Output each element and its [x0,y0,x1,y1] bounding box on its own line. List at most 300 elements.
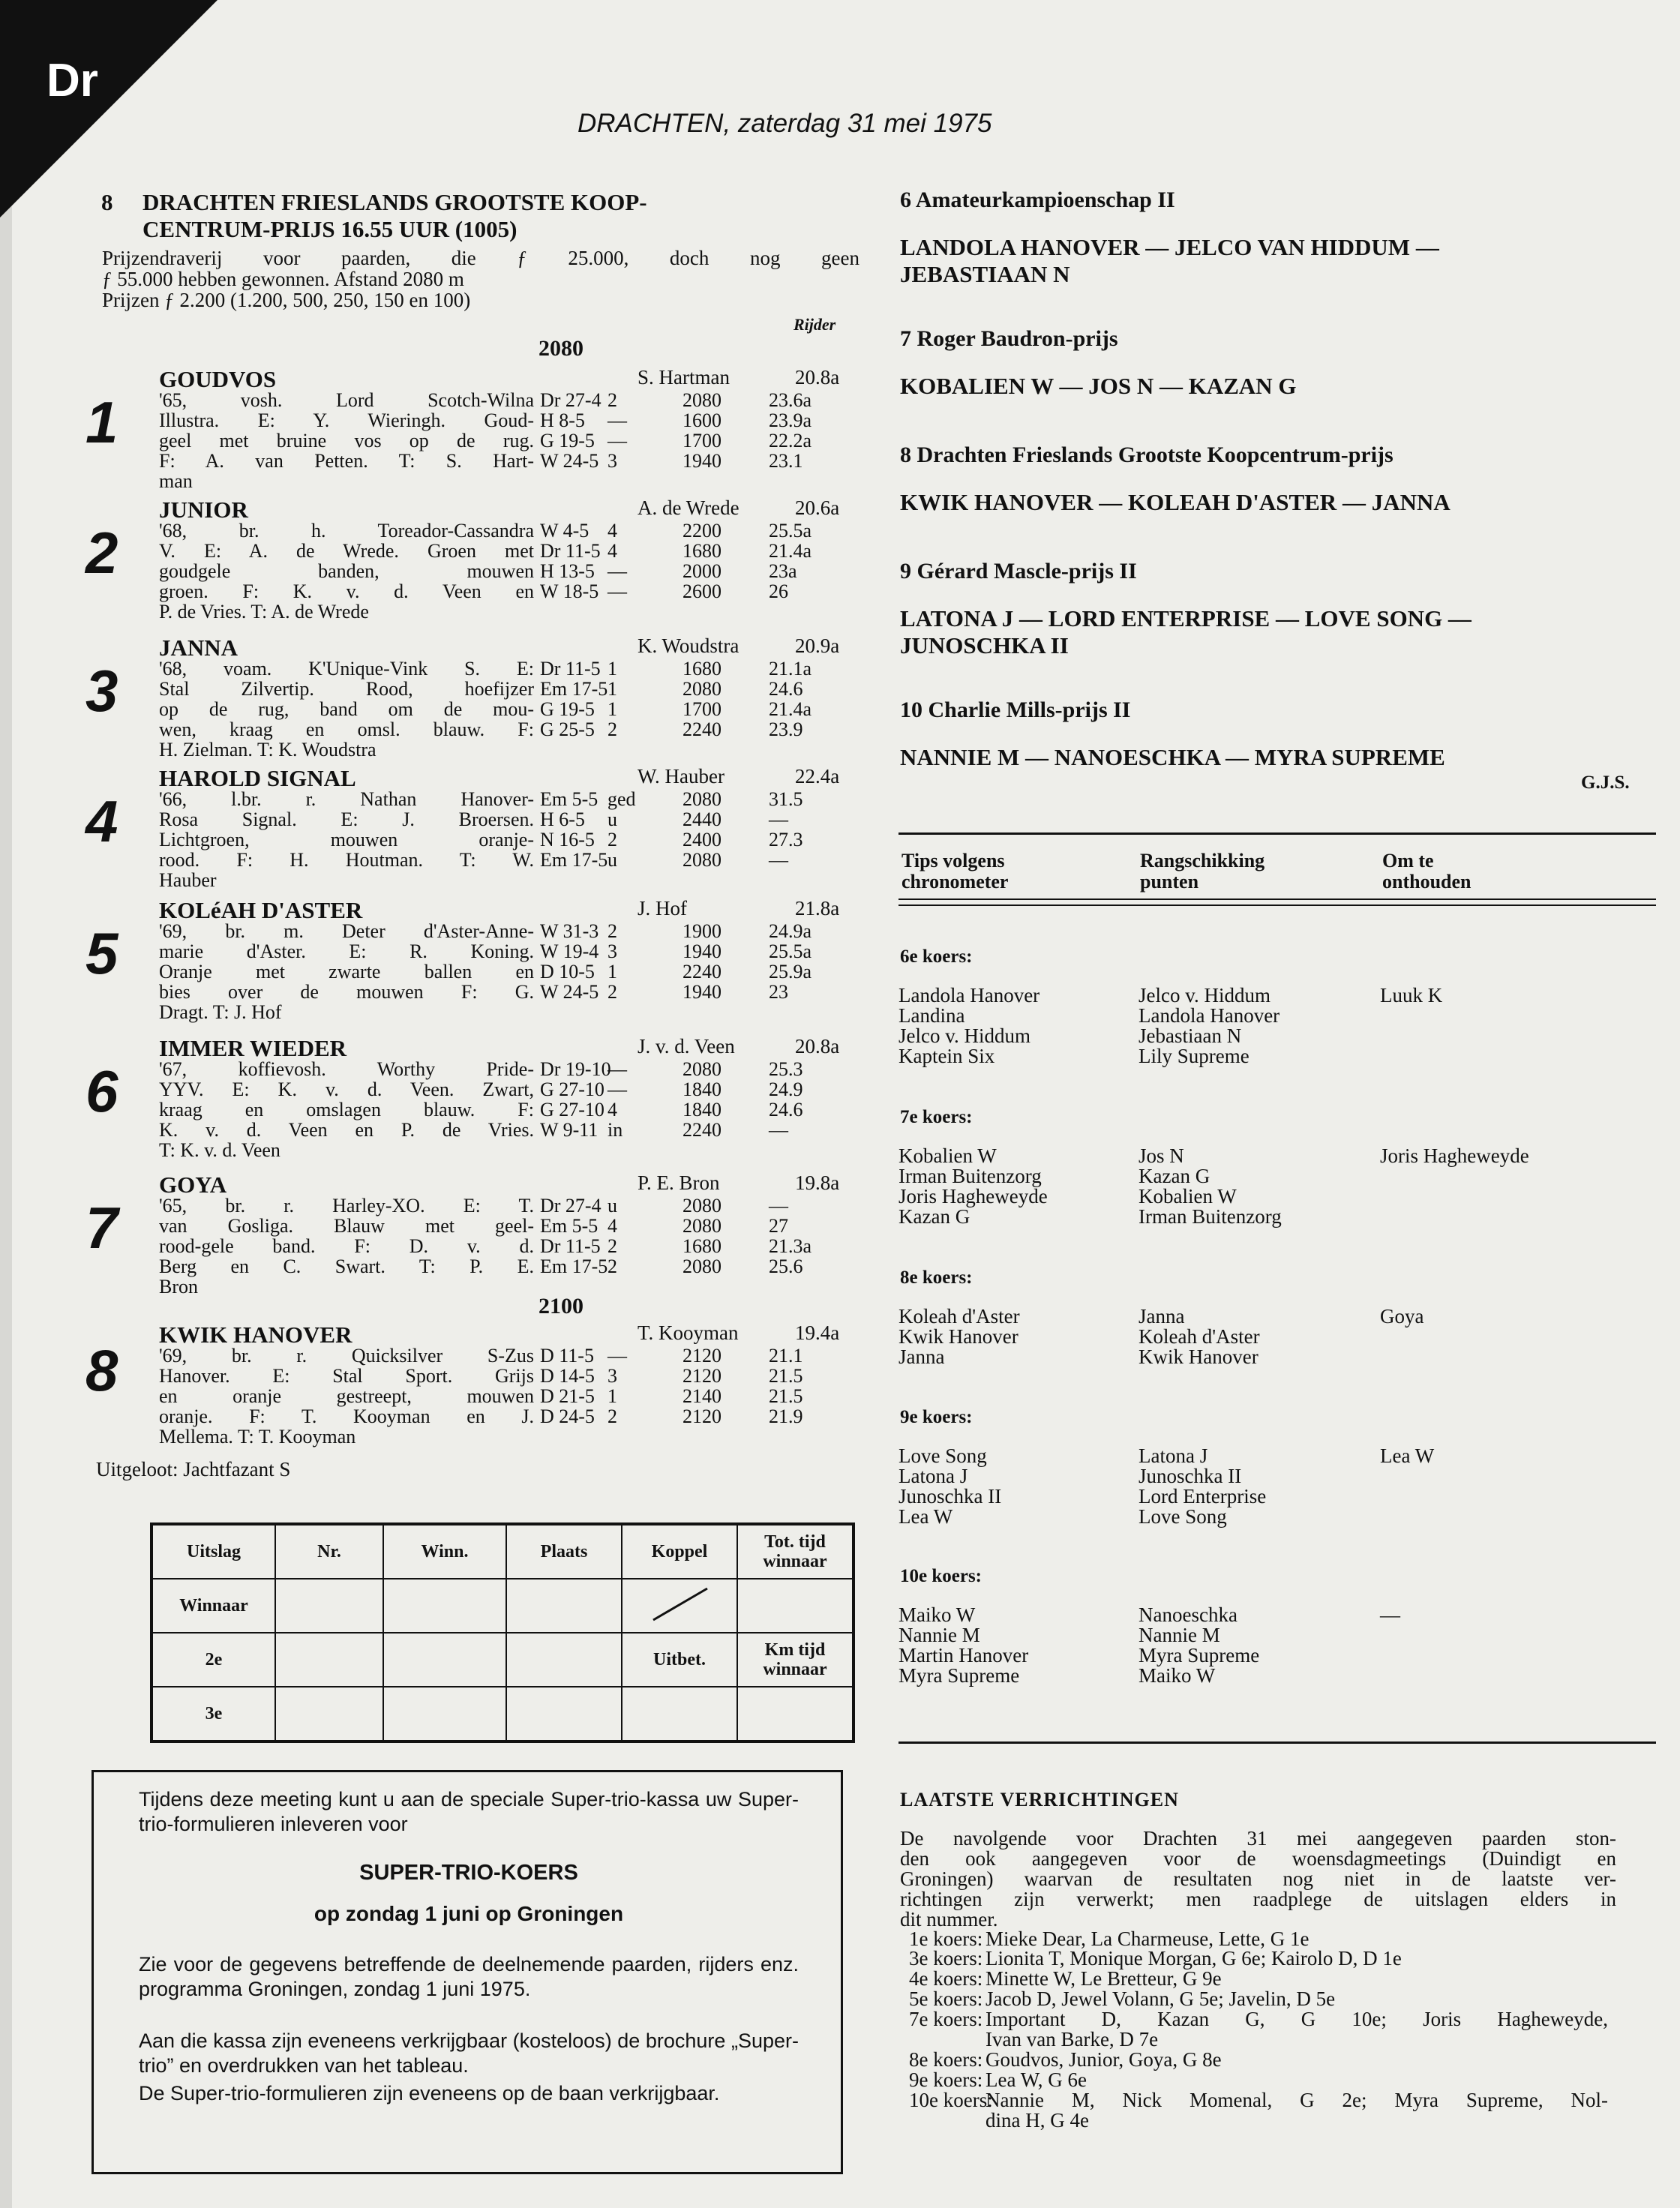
form-cell: 4 [608,540,617,562]
horse-description-line: K. v. d. Veen en P. de Vries. [159,1119,534,1141]
tips-horse: Nanoeschka [1138,1604,1238,1626]
form-cell: 23.6a [769,389,812,411]
form-cell: G 27-10 [540,1099,604,1120]
rider-name: S. Hartman [638,366,730,388]
horse-description-line: H. Zielman. T: K. Woudstra [159,739,376,760]
horse-description [159,1196,534,1297]
laatste-horses-line: Lionita T, Monique Morgan, G 6e; Kairolo D, D 1e [986,1947,1402,1970]
race-conditions-line1: Prijzendraverij voor paarden, die ƒ 25.000, doch nog geen [102,247,860,269]
tips-horse: Lily Supreme [1138,1045,1250,1067]
form-cell: 27 [769,1215,788,1237]
form-row [540,520,840,541]
plaats-header: Plaats [506,1524,622,1579]
form-cell: 2240 [682,718,722,740]
horse-entry [86,634,870,762]
horse-rider [638,897,840,920]
form-cell: Em 17-5 [540,849,608,871]
rider-name: W. Hauber [638,765,724,788]
form-cell: 2 [608,920,617,942]
horse-number: 5 [86,920,118,986]
tips-horse: Love Song [1138,1505,1227,1528]
laatste-entry [909,2090,1622,2131]
form-cell: 21.1 [769,1345,803,1366]
rider-rating: 20.9a [795,634,840,657]
form-cell: 21.1a [769,658,812,680]
tips-horse: Irman Buitenzorg [1138,1205,1282,1228]
tips-horse: Kazan G [898,1205,970,1228]
result-line: NANNIE M — NANOESCHKA — MYRA SUPREME [900,744,1445,770]
form-row [540,658,840,679]
date-line: DRACHTEN, zaterdag 31 mei 1975 [578,109,992,138]
tips-horse: Martin Hanover [898,1644,1029,1666]
form-row [540,390,840,410]
tips-horse: Nannie M [898,1624,980,1646]
form-row [540,699,840,719]
laatste-horses [986,2050,1608,2070]
horse-name: GOYA [159,1172,227,1198]
form-cell: G 19-5 [540,698,595,720]
form-cell: 4 [608,1215,617,1237]
form-cell: 3 [608,940,617,962]
winnaar-plaats-cell[interactable] [506,1579,622,1633]
form-cell: 4 [608,1099,617,1120]
form-cell: 2080 [682,1215,722,1237]
form-row [540,941,840,962]
laatste-race: 1e koers: [909,1928,983,1950]
laatste-horses [986,2009,1608,2050]
signature: G.J.S. [1581,772,1630,793]
form-cell: 1940 [682,981,722,1003]
horse-description-line: geel met bruine vos op de rug. [159,430,534,452]
form-cell: 2 [608,389,617,411]
laatste-horses-line: Nannie M, Nick Momenal, G 2e; Myra Supreme, Nol- [986,2089,1608,2111]
form-cell: H 8-5 [540,410,585,431]
form-cell: 1840 [682,1099,722,1120]
horse-name: IMMER WIEDER [159,1035,347,1061]
rider-name: A. de Wrede [638,496,740,519]
form-cell: 2440 [682,808,722,830]
rider-name: J. v. d. Veen [638,1035,735,1058]
rider-rating: 20.6a [795,496,840,519]
supertrio-title: SUPER-TRIO-KOERS [359,1861,578,1885]
form-cell: 2 [608,1406,617,1427]
horse-number: 6 [86,1058,118,1124]
horse-form [540,789,840,870]
form-cell: 1940 [682,940,722,962]
horse-description-line: Bron [159,1276,198,1298]
horse-description-line: '68, voam. K'Unique-Vink S. E: [159,658,534,680]
tips-horse: Love Song [898,1444,987,1467]
form-cell: 21.9 [769,1406,803,1427]
laatste-intro-line: dit nummer. [900,1908,998,1930]
form-row [540,830,840,850]
distance-2100: 2100 [538,1294,584,1318]
form-cell: 2140 [682,1385,722,1407]
form-cell: 26 [769,580,788,602]
horse-description-line: F: A. van Petten. T: S. Hart- [159,450,534,472]
rider-rating: 20.8a [795,366,840,388]
laatste-horses-line: Ivan van Barke, D 7e [986,2028,1159,2050]
form-cell: 21.5 [769,1385,803,1407]
form-cell: N 16-5 [540,829,595,850]
form-cell: Em 5-5 [540,788,598,810]
second-nr-cell[interactable] [275,1633,383,1687]
form-cell: 2 [608,829,617,850]
tips-horse: Nannie M [1138,1624,1220,1646]
rider-rating: 21.8a [795,897,840,920]
horse-number: 7 [86,1195,118,1261]
laatste-race: 3e koers: [909,1947,983,1970]
result-race-title: 8 Drachten Frieslands Grootste Koopcentrum-prijs [900,442,1394,467]
horse-description-line: marie d'Aster. E: R. Koning. [159,940,534,962]
laatste-entry [909,1969,1622,1989]
horse-rider [638,366,840,389]
laatste-entry [909,2009,1622,2050]
form-row [540,982,840,1002]
tips-horse: Myra Supreme [898,1664,1020,1687]
horse-description [159,658,534,760]
form-row [540,1059,840,1079]
laatste-race: 9e koers: [909,2068,983,2091]
tips-horse: Latona J [898,1465,968,1487]
laatste-race: 8e koers: [909,2048,983,2071]
horse-description-line: '67, koffievosh. Worthy Pride- [159,1058,534,1080]
tips-horse: Jelco v. Hiddum [898,1024,1030,1047]
uitbet-label: Uitbet. [622,1633,737,1687]
form-cell: 1600 [682,410,722,431]
tips-horse: Jelco v. Hiddum [1138,984,1270,1006]
horse-form [540,1059,840,1140]
tips-horse: Latona J [1138,1444,1208,1467]
laatste-horses-line: Important D, Kazan G, G 10e; Joris Hagheweyde, [986,2008,1608,2030]
laatste-intro [900,1828,1616,1930]
horse-description-line: '68, br. h. Toreador-Cassandra [159,520,534,542]
winnaar-nr-cell[interactable] [275,1579,383,1633]
horse-description-line: YYV. E: K. v. d. Veen. Zwart, [159,1078,534,1100]
laatste-intro-line: Groningen) waarvan de resultaten nog niet in de laatste ver- [900,1868,1616,1890]
tips-horse: Lea W [898,1505,953,1528]
form-cell: — [769,808,788,830]
horse-form [540,658,840,740]
form-cell: — [769,849,788,871]
tips-horse: Maiko W [1138,1664,1216,1687]
form-cell: 21.5 [769,1365,803,1387]
form-row [540,921,840,941]
horse-description-line: wen, kraag en omsl. blauw. F: [159,718,534,740]
winnaar-label: Winnaar [152,1579,275,1633]
laatste-horses [986,2070,1608,2090]
form-row [540,850,840,870]
horse-description-line: man [159,470,193,492]
tips-col2-header [1140,850,1264,892]
supertrio-intro: Tijdens deze meeting kunt u aan de speciale Super-trio-kassa uw Super-trio-formulieren inleveren voor [139,1788,799,1835]
horse-description-line: '69, br. m. Deter d'Aster-Anne- [159,920,534,942]
horse-description-line: Mellema. T: T. Kooyman [159,1426,356,1448]
horse-description-line: Stal Zilvertip. Rood, hoefijzer [159,678,534,700]
horse-name: JUNIOR [159,496,248,523]
form-cell: Dr 27-4 [540,389,602,411]
laatste-entry [909,2050,1622,2070]
tot-tijd-header: Tot. tijd winnaar [737,1524,854,1579]
distance-2080: 2080 [538,336,584,361]
form-cell: 23.9 [769,718,803,740]
horse-name: GOUDVOS [159,366,277,392]
form-row [540,1236,840,1256]
horse-number: 1 [86,389,118,455]
form-cell: 2 [608,718,617,740]
form-cell: Em 5-5 [540,1215,598,1237]
form-cell: — [608,580,627,602]
form-cell: W 24-5 [540,450,599,472]
form-row [540,430,840,451]
third-winn-cell[interactable] [383,1687,506,1742]
form-cell: u [608,849,617,871]
corner-label: Dr [46,55,98,106]
form-cell: G 27-10 [540,1078,604,1100]
form-cell: 2080 [682,678,722,700]
second-plaats-cell[interactable] [506,1633,622,1687]
supertrio-subtitle: op zondag 1 juni op Groningen [314,1902,624,1925]
horse-description-line: Hauber [159,869,217,891]
horse-entry [86,366,870,494]
form-cell: — [608,430,627,452]
tips-col1-l2: chronometer [902,871,1009,892]
form-cell: 2 [608,1235,617,1257]
race-conditions-line2: ƒ 55.000 hebben gewonnen. Afstand 2080 m [102,268,464,290]
result-line: LATONA J — LORD ENTERPRISE — LOVE SONG — [900,605,1472,632]
tot-tijd-cell[interactable] [737,1579,854,1633]
form-row [540,1120,840,1140]
form-cell: ged [608,788,636,810]
result-line: JEBASTIAAN N [900,261,1070,287]
form-cell: — [769,1119,788,1141]
horse-form [540,1196,840,1276]
horse-entry [86,1322,870,1449]
form-cell: u [608,1195,617,1216]
horse-description [159,520,534,622]
form-row [540,1256,840,1276]
laatste-horses-line: Mieke Dear, La Charmeuse, Lette, G 1e [986,1928,1310,1950]
horse-description-line: kraag en omslagen blauw. F: [159,1099,534,1120]
tips-race-label: 6e koers: [900,946,973,967]
form-cell: 24.6 [769,678,803,700]
horse-description-line: Illustra. E: Y. Wieringh. Goud- [159,410,534,431]
race-prizes: Prijzen ƒ 2.200 (1.200, 500, 250, 150 en 100) [102,289,471,311]
form-row [540,789,840,809]
tips-horse: Kobalien W [1138,1185,1237,1208]
form-cell: 1840 [682,1078,722,1100]
form-cell: — [608,560,627,582]
form-row [540,1406,840,1426]
form-cell: 2080 [682,1195,722,1216]
form-cell: 1 [608,1385,617,1407]
laatste-race: 4e koers: [909,1967,983,1990]
tips-horse: Koleah d'Aster [1138,1325,1260,1348]
form-cell: D 21-5 [540,1385,595,1407]
form-cell: 2000 [682,560,722,582]
rijder-label: Rijder [794,315,836,334]
race-title [142,189,647,243]
form-cell: 2080 [682,849,722,871]
second-winn-cell[interactable] [383,1633,506,1687]
form-cell: 24.9a [769,920,812,942]
horse-description-line: Berg en C. Swart. T: P. E. [159,1256,534,1277]
horse-description-line: op de rug, band om de mou- [159,698,534,720]
form-cell: G 19-5 [540,430,595,452]
tips-horse: Kaptein Six [898,1045,995,1067]
divider-tips-2 [898,904,1656,906]
horse-description [159,1059,534,1160]
form-cell: u [608,808,617,830]
tips-horse: Kazan G [1138,1165,1210,1187]
km-tijd-cell[interactable] [737,1687,854,1742]
form-cell: 1900 [682,920,722,942]
tips-col2-l1: Rangschikking [1140,850,1265,872]
form-cell: D 11-5 [540,1345,594,1366]
horse-description-line: rood. F: H. Houtman. T: W. [159,849,534,871]
tips-horse: Luuk K [1380,984,1443,1006]
supertrio-p3: Aan die kassa zijn eveneens verkrijgbaar (kosteloos) de brochure „Super-trio” en overdrukken van het tableau. [139,2030,799,2077]
form-cell: — [769,1195,788,1216]
form-cell: 2240 [682,961,722,982]
form-cell: 1 [608,678,617,700]
form-cell: 21.4a [769,698,812,720]
form-cell: 1 [608,698,617,720]
horse-form [540,921,840,1002]
third-nr-cell[interactable] [275,1687,383,1742]
tips-horse: Landina [898,1004,965,1027]
laatste-race: 5e koers: [909,1988,983,2010]
form-cell: 2400 [682,829,722,850]
form-cell: 1 [608,961,617,982]
form-cell: 23.9a [769,410,812,431]
race-title-line1: DRACHTEN FRIESLANDS GROOTSTE KOOP- [142,189,647,215]
form-row [540,1386,840,1406]
form-cell: 2080 [682,1058,722,1080]
form-row [540,719,840,740]
horse-rider [638,1322,840,1345]
form-row [540,581,840,602]
form-cell: H 6-5 [540,808,585,830]
form-cell: 22.2a [769,430,812,452]
form-cell: 23a [769,560,797,582]
form-cell: Dr 19-10 [540,1058,611,1080]
tips-race-label: 8e koers: [900,1268,973,1288]
tips-horse: Irman Buitenzorg [898,1165,1042,1187]
form-cell: 24.9 [769,1078,803,1100]
horse-description-line: oranje. F: T. Kooyman en J. [159,1406,534,1427]
form-cell: 31.5 [769,788,803,810]
uitslag-table [150,1522,855,1743]
horse-description-line: Rosa Signal. E: J. Broersen. [159,808,534,830]
laatste-horses-line: Goudvos, Junior, Goya, G 8e [986,2048,1222,2071]
form-row [540,410,840,430]
result-race-title: 6 Amateurkampioenschap II [900,188,1175,212]
uitbet-cell[interactable] [622,1687,737,1742]
form-cell: G 25-5 [540,718,595,740]
tips-col1-l1: Tips volgens [902,850,1005,872]
rider-name: J. Hof [638,897,687,920]
tips-col3-l2: onthouden [1382,871,1472,892]
horse-number: 4 [86,788,118,854]
laatste-horses [986,1948,1608,1969]
laatste-horses-line: Minette W, Le Bretteur, G 9e [986,1967,1222,1990]
winnaar-winn-cell[interactable] [383,1579,506,1633]
form-cell: 2200 [682,520,722,542]
form-cell: 2120 [682,1365,722,1387]
tips-horse: Maiko W [898,1604,976,1626]
horse-rider [638,496,840,520]
race-title-line2: CENTRUM-PRIJS 16.55 UUR (1005) [142,216,518,242]
tips-horse: Jebastiaan N [1138,1024,1242,1047]
horse-description [159,921,534,1022]
divider-tips-1 [898,898,1656,900]
form-cell: 27.3 [769,829,803,850]
rider-rating: 20.8a [795,1035,840,1058]
result-line: KOBALIEN W — JOS N — KAZAN G [900,373,1297,399]
tips-horse: Kobalien W [898,1144,997,1167]
form-cell: 25.3 [769,1058,803,1080]
form-cell: W 24-5 [540,981,599,1003]
form-cell: 4 [608,520,617,542]
horse-description-line: en oranje gestreept, mouwen [159,1385,534,1407]
slash-mark [638,1582,721,1624]
tips-horse: Myra Supreme [1138,1644,1260,1666]
form-cell: Dr 11-5 [540,540,601,562]
tips-horse: Kwik Hanover [898,1325,1018,1348]
page-fold-shadow [0,0,12,2208]
result-race-title: 10 Charlie Mills-prijs II [900,698,1131,722]
tips-horse: — [1380,1604,1400,1626]
laatste-race: 7e koers: [909,2008,983,2030]
horse-name: JANNA [159,634,238,661]
horse-entry [86,1035,870,1162]
horse-description-line: T: K. v. d. Veen [159,1139,280,1161]
tips-col1-header [902,850,1008,892]
tips-horse: Lord Enterprise [1138,1485,1267,1508]
supertrio-p4: De Super-trio-formulieren zijn eveneens op de baan verkrijgbaar. [139,2082,720,2104]
third-label: 3e [152,1687,275,1742]
result-line: JUNOSCHKA II [900,632,1069,658]
laatste-horses [986,2090,1608,2131]
rider-name: K. Woudstra [638,634,740,657]
tips-horse: Landola Hanover [898,984,1040,1006]
horse-rider [638,1172,840,1195]
result-line: KWIK HANOVER — KOLEAH D'ASTER — JANNA [900,489,1450,515]
horse-name: HAROLD SIGNAL [159,765,356,791]
laatste-entry [909,2070,1622,2090]
form-cell: Em 17-5 [540,1256,608,1277]
tips-horse: Janna [1138,1305,1185,1328]
laatste-intro-line: richtingen zijn verwerkt; men raadplege de uitslagen elders in [900,1888,1616,1910]
horse-description-line: '65, vosh. Lord Scotch-Wilna [159,389,534,411]
tips-horse: Junoschka II [1138,1465,1242,1487]
horse-form [540,520,840,602]
km-tijd-label: Km tijd winnaar [737,1633,854,1687]
horse-rider [638,765,840,788]
form-cell: Dr 11-5 [540,658,601,680]
result-race-title: 7 Roger Baudron-prijs [900,326,1118,351]
third-plaats-cell[interactable] [506,1687,622,1742]
horse-form [540,390,840,471]
form-row [540,1346,840,1366]
laatste-intro-line: De navolgende voor Drachten 31 mei aangegeven paarden ston- [900,1827,1616,1850]
form-cell: 3 [608,1365,617,1387]
form-cell: — [608,410,627,431]
winn-header: Winn. [383,1524,506,1579]
tips-race-label: 10e koers: [900,1566,982,1586]
form-cell: 1680 [682,540,722,562]
